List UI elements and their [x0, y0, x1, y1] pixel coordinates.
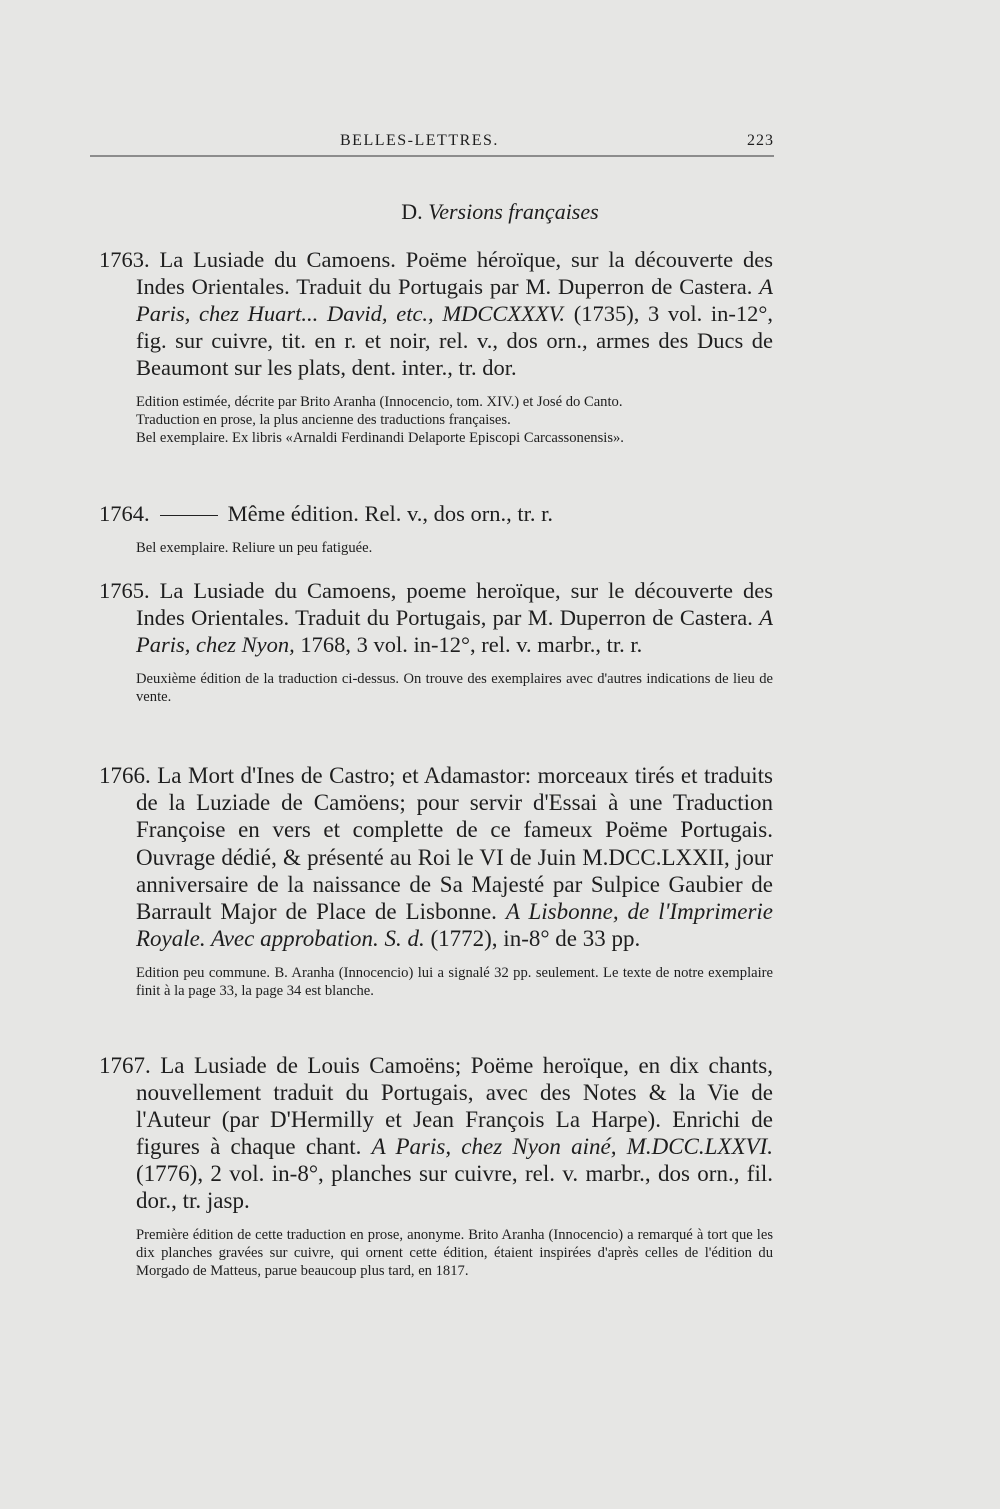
- entry-text-continued: (1772), in-8° de 33 pp.: [430, 926, 641, 952]
- entry-text-continued: 1768, 3 vol. in-12°, rel. v. marbr., tr. r.: [300, 632, 643, 657]
- entry-description: [99, 762, 773, 952]
- entry-text: La Lusiade du Camoens. Poëme héroïque, sur la découverte des Indes Orientales. Traduit du Portugais par M. Duperron de Castera.: [136, 247, 773, 299]
- note-line: Edition estimée, décrite par Brito Aranha (Innocencio, tom. XIV.) et José do Canto.: [136, 394, 623, 410]
- ditto-dash: [160, 515, 218, 516]
- entry-note: [136, 539, 773, 557]
- entry-number: 1765.: [99, 578, 150, 603]
- note-line: Première édition de cette traduction en prose, anonyme. Brito Aranha (Innocencio) a remarqué à tort que les dix planches gravées sur cuivre, qui ornent cette édition, étaient inspirées d'après celles de l'édition du Morgado de Matteus, parue beaucoup plus tard, en 1817.: [136, 1227, 773, 1279]
- section-heading: [0, 199, 1000, 225]
- entry-text: La Lusiade du Camoens, poeme heroïque, sur le découverte des Indes Orientales. Traduit du Portugais, par M. Duperron de Castera.: [136, 578, 773, 630]
- header-rule: [90, 155, 774, 157]
- note-line: Bel exemplaire. Reliure un peu fatiguée.: [136, 540, 373, 556]
- entry-note: [136, 964, 773, 1000]
- section-title: Versions françaises: [428, 199, 599, 224]
- catalog-entry: [99, 1052, 773, 1280]
- catalog-entry: [99, 500, 773, 557]
- catalog-entry: [99, 246, 773, 447]
- entry-text: La Mort d'Ines de Castro; et Adamastor: morceaux tirés et traduits de la Luziade de Camöens; pour servir d'Essai à une Traduction Françoise en vers et complette de ce fameux Poëme Portugais. Ouvrage dédié, & présenté au Roi le VI de Juin M.DCC.LXXII, jour anniversaire de la naissance de Sa Majesté par Sulpice Gaubier de Barrault Major de Place de Lisbonne.: [136, 763, 774, 925]
- catalog-entry: [99, 577, 773, 706]
- entry-note: [136, 670, 773, 706]
- entry-description: [99, 246, 773, 381]
- running-header: [90, 132, 774, 156]
- entry-description: [99, 577, 773, 658]
- running-title: BELLES-LETTRES.: [340, 132, 499, 149]
- entry-description: [99, 1052, 773, 1214]
- entry-text-continued: (1776), 2 vol. in-8°, planches sur cuivre, rel. v. marbr., dos orn., fil. dor., tr. jasp.: [136, 1161, 773, 1213]
- note-line: Traduction en prose, la plus ancienne des traductions françaises.: [136, 412, 511, 428]
- note-line: Edition peu commune. B. Aranha (Innocencio) lui a signalé 32 pp. seulement. Le texte de notre exemplaire finit à la page 33, la page 34 est blanche.: [136, 965, 773, 1000]
- entry-text: La Lusiade de Louis Camoëns; Poëme heroïque, en dix chants, nouvellement traduit du Portugais, avec des Notes & la Vie de l'Auteur (par D'Hermilly et Jean François La Harpe). Enrichi de figures à chaque chant.: [136, 1053, 773, 1159]
- entry-imprint: A Paris, chez Nyon ainé, M.DCC.LXXVI.: [371, 1134, 773, 1159]
- entry-note: [136, 393, 773, 447]
- entry-imprint: A Paris, chez Nyon,: [136, 605, 774, 657]
- page-number: 223: [747, 132, 774, 149]
- entry-number: 1764.: [99, 501, 150, 526]
- entry-number: 1766.: [99, 763, 151, 788]
- entry-text: Même édition. Rel. v., dos orn., tr. r.: [227, 501, 554, 526]
- catalog-entry: [99, 762, 773, 1000]
- entry-imprint: A Paris, chez Huart... David, etc., MDCCXXXV.: [136, 274, 774, 326]
- entry-number: 1767.: [99, 1053, 151, 1078]
- entry-description: [99, 500, 773, 527]
- note-line: Deuxième édition de la traduction ci-dessus. On trouve des exemplaires avec d'autres indications de lieu de vente.: [136, 671, 773, 705]
- entry-text-continued: (1735), 3 vol. in-12°, fig. sur cuivre, tit. en r. et noir, rel. v., dos orn., armes des Ducs de Beaumont sur les plats, dent. inter., tr. dor.: [136, 301, 774, 380]
- entry-note: [136, 1226, 773, 1280]
- entry-number: 1763.: [99, 247, 150, 272]
- section-letter: D.: [401, 199, 423, 224]
- note-line: Bel exemplaire. Ex libris «Arnaldi Ferdinandi Delaporte Episcopi Carcassonensis».: [136, 430, 624, 446]
- entry-imprint: A Lisbonne, de l'Imprimerie Royale. Avec approbation. S. d.: [136, 899, 774, 952]
